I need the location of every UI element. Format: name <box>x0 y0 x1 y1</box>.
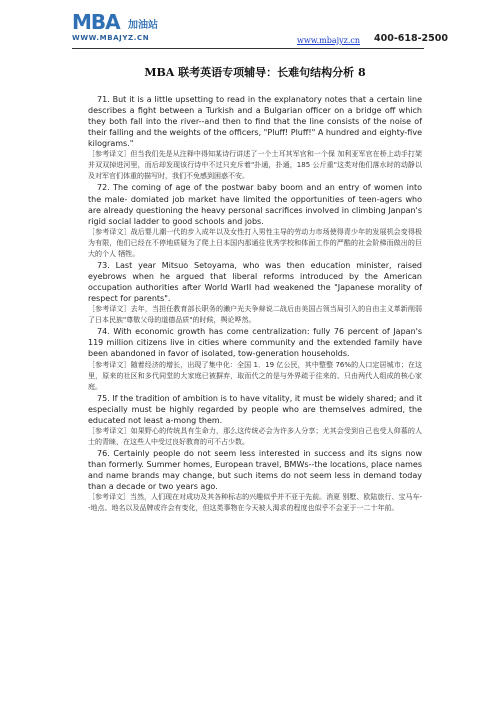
sentence-74-translation: ［参考译文］随着经济的增长，出现了集中化：全国 1．19 亿公民，其中整整 76%的人口定居城市；在这里，原来的社区和多代同堂的大家庭已被摒弃，取而代之的是与外界疏于往来的、只由两代人组成的核心家庭。 <box>88 360 422 391</box>
phone-number: 400-618-2500 <box>374 33 448 44</box>
mba-logo <box>72 12 182 44</box>
sentence-76-translation: ［参考译文］当然，人们现在对成功及其各种标志的兴趣似乎并不亚于先前。消夏 别墅、欧陆旅行、宝马车--地点、地名以及品牌或许会有变化，但这类事物在今天被人渴求的程度也似乎不会亚于一二十年前。 <box>88 493 422 513</box>
sentence-74-english: 74. With economic growth has come centralization: fully 76 percent of Japan's 119 million citizens live in cities where community and the extended family have been abandoned in favor of isolated, tow-generation households. <box>88 327 422 359</box>
sentence-71-english: 71. But it is a little upsetting to read in the explanatory notes that a certain line describes a fight between a Turkish and a Bulgarian officer on a bridge off which they both fall into the river--and then to find that the line consists of the noise of their falling and the weights of the officers, "Pluff! Pluff!" A hundred and eighty-five kilograms." <box>88 95 422 149</box>
logo-chinese-text: 加油站 <box>128 20 158 31</box>
sentence-75-translation: ［参考译文］如果野心的传统具有生命力，那么这传统必会为许多人分享；尤其会受到自己也受人仰慕的人士的青睐，在这些人中受过良好教育的可不占少数。 <box>88 426 422 446</box>
sentence-72-english: 72. The coming of age of the postwar baby boom and an entry of women into the male- domiated job market have limited the opportunities of teen-agers who are already questioning the heavy personal sacrifices involved in climbing Janpan's rigid social ladder to good schools and jobs. <box>88 183 422 226</box>
logo-mark: MBA <box>72 10 120 34</box>
logo-url-text: WWW.MBAJYZ.CN <box>72 34 150 42</box>
document-body <box>88 64 422 514</box>
document-title: MBA 联考英语专项辅导：长难句结构分析 8 <box>144 66 366 79</box>
sentence-76-english: 76. Certainly people do not seem less interested in success and its signs now than formerly. Summer homes, European travel, BMWs--the locations, place names and name brands may change, but such items do not seem less in demand today than a decade or two years ago. <box>88 448 422 492</box>
page-header <box>0 0 496 50</box>
sentence-73-english: 73. Last year Mitsuo Setoyama, who was then education minister, raised eyebrows when he argued that liberal reforms introduced by the American occupation authorities after World WarII had weakened the "Japanese morality of respect for parents". <box>88 260 422 304</box>
header-divider <box>72 48 424 49</box>
sentence-72-translation: ［参考译文］战后婴儿潮一代的步入成年以及女性打入男性主导的劳动力市场使得青少年的发展机会变得极为有限，他们已经在不停地质疑为了爬上日本国内那通往优秀学校和体面工作的严酷的社会阶梯而做出的巨大的个人 牺牲。 <box>88 227 422 258</box>
site-link[interactable]: www.mbajyz.cn <box>297 36 361 45</box>
sentence-73-translation: ［参考译文］去年，当担任教育部长职务的濑户光夫争辩说二战后由美国占领当局引入的自由主义革新削弱了日本民族"尊敬父母的道德品质"的时候，舆论哗然。 <box>88 305 422 325</box>
sentence-71-translation: ［参考译文］但当我们先是从注释中得知某诗行讲述了一个土耳其军官和一个保 加利亚军官在桥上动手打架并双双掉进河里，而后却发现该行诗中不过只充斥着"扑通，扑通，185 公斤重"这类对他们落水时的动静以及对军官们体重的描写时，我们不免感到困惑不安。 <box>88 150 422 181</box>
sentence-75-english: 75. If the tradition of ambition is to have vitality, it must be widely shared; and it especially must be highly regarded by people who are themselves admired, the educated not least a-mong them. <box>88 393 422 425</box>
